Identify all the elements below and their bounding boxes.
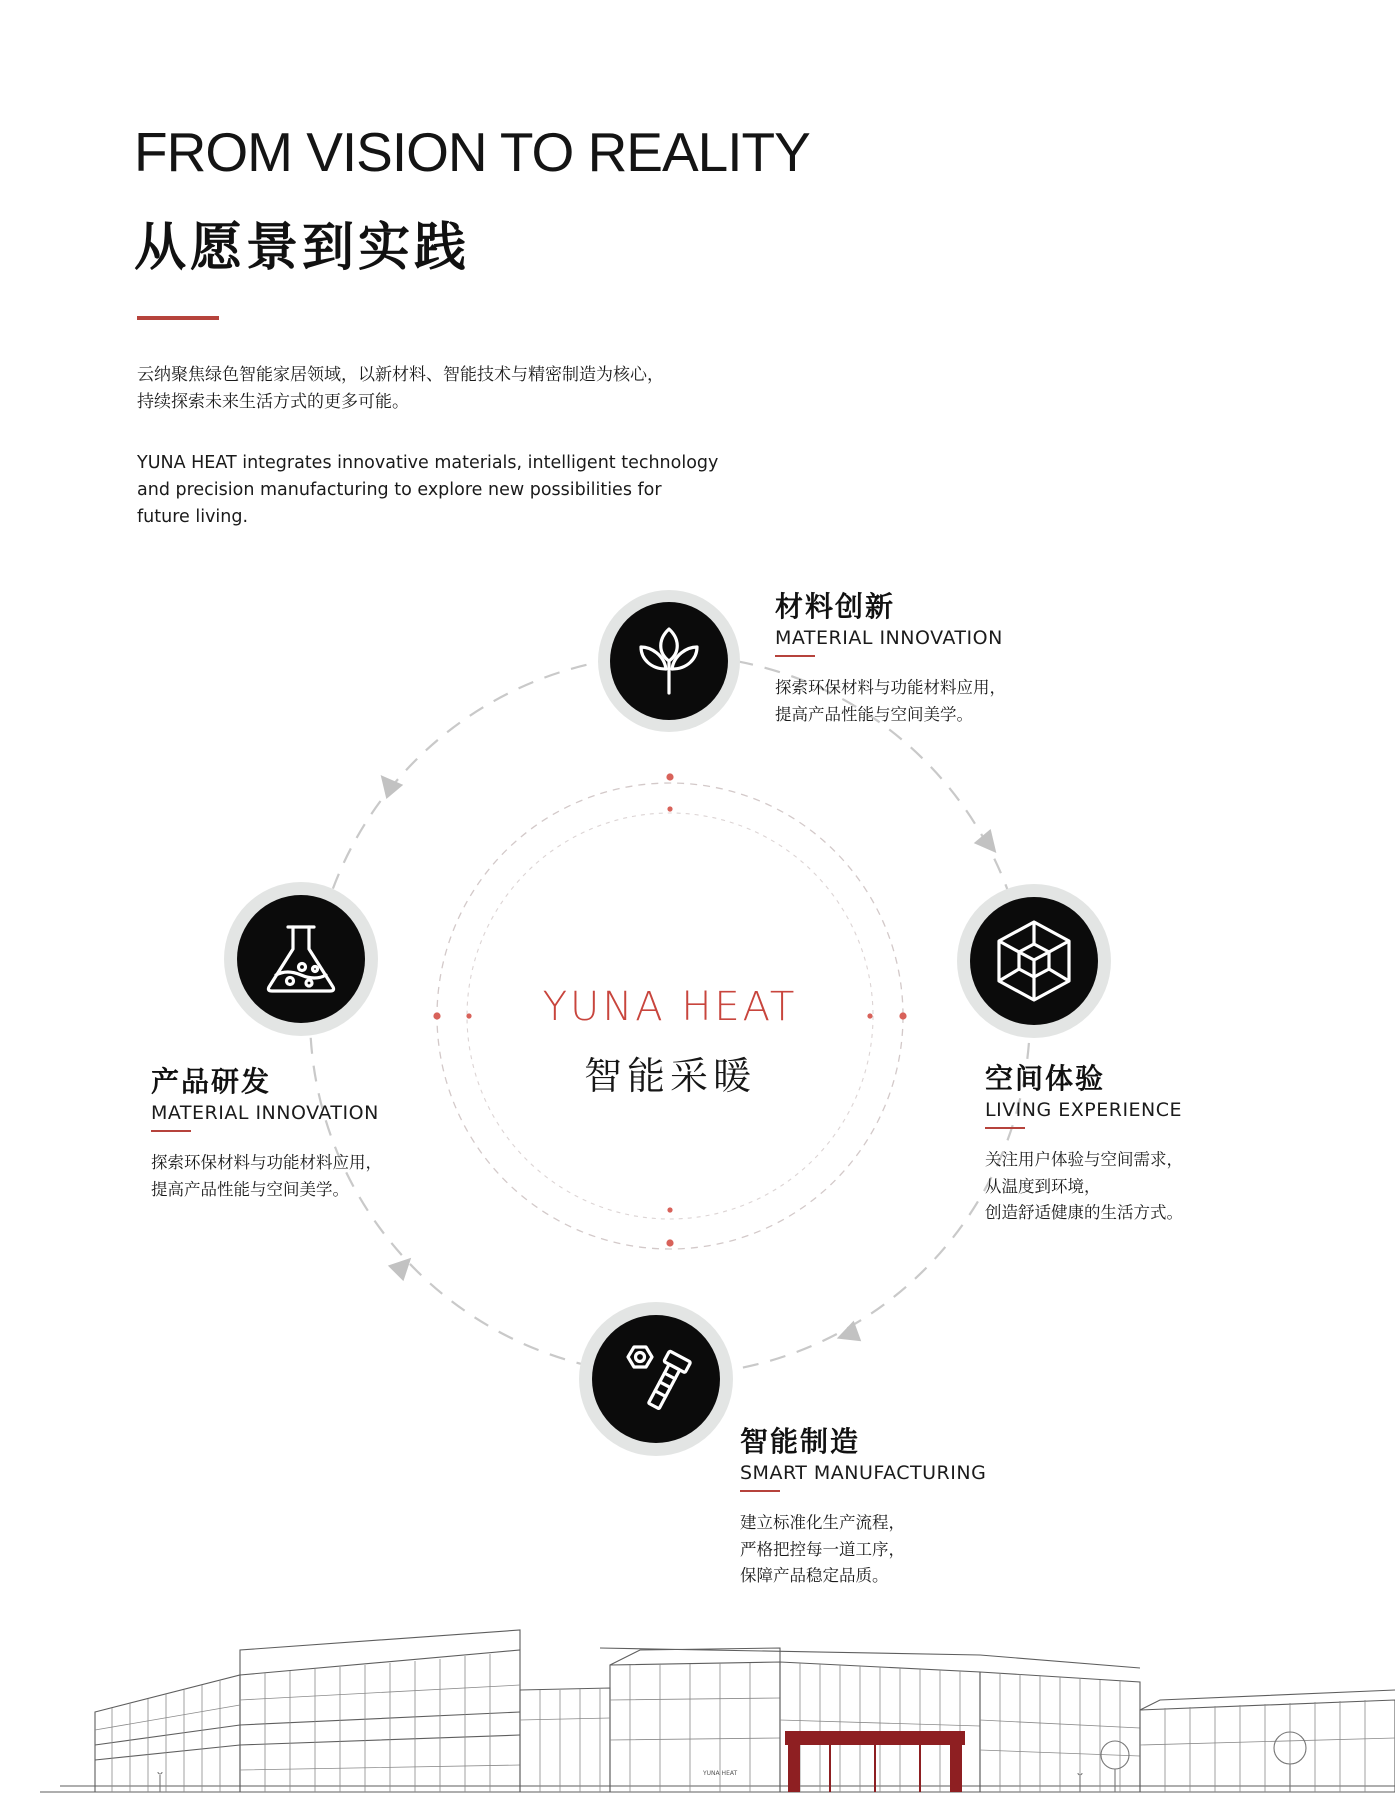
card-subtitle: SMART MANUFACTURING <box>740 1462 987 1484</box>
card-subtitle: LIVING EXPERIENCE <box>985 1099 1183 1121</box>
ring-dot <box>666 773 673 780</box>
node-rnd <box>224 882 378 1036</box>
cycle-arrow-icon <box>974 829 1005 860</box>
cube-icon <box>994 918 1074 1004</box>
card-title: 产品研发 <box>151 1065 272 1098</box>
title-accent-rule <box>137 316 219 320</box>
leaf-sprout-icon <box>637 625 701 697</box>
cycle-arrow-icon <box>833 1321 861 1349</box>
building-sign: YUNA HEAT <box>703 1770 738 1777</box>
card-title: 智能制造 <box>740 1425 861 1458</box>
intro-en <box>137 450 787 531</box>
ring-dot <box>867 1013 872 1018</box>
card-title: 材料创新 <box>775 590 896 623</box>
desc-line: 保障产品稳定品质。 <box>740 1566 889 1585</box>
desc-line: 探索环保材料与功能材料应用， <box>151 1153 382 1172</box>
page-title-en: FROM VISION TO REALITY <box>134 121 810 183</box>
brand-tagline-cn: 智能采暖 <box>583 1054 756 1098</box>
ring-dot <box>466 1013 471 1018</box>
page-title-cn: 从愿景到实践 <box>134 218 471 278</box>
desc-line: 严格把控每一道工序， <box>740 1539 905 1559</box>
desc-line: 关注用户体验与空间需求， <box>985 1150 1183 1169</box>
card-manufacturing <box>740 1420 986 1590</box>
card-description <box>151 1150 382 1203</box>
card-material <box>775 585 1006 728</box>
bolt-nut-icon <box>616 1339 696 1419</box>
intro-cn-line: 持续探索未来生活方式的更多可能。 <box>137 392 409 412</box>
flask-icon <box>263 923 339 995</box>
card-accent-rule <box>740 1490 780 1492</box>
node-disc <box>970 897 1098 1025</box>
card-description <box>985 1147 1183 1227</box>
desc-line: 从温度到环境， <box>985 1176 1101 1196</box>
cycle-arrow-icon <box>372 768 403 799</box>
card-subtitle: MATERIAL INNOVATION <box>151 1102 379 1124</box>
intro-cn-line: 云纳聚焦绿色智能家居领域，以新材料、智能技术与精密制造为核心， <box>137 365 664 385</box>
desc-line: 提高产品性能与空间美学。 <box>775 704 973 724</box>
desc-line: 建立标准化生产流程， <box>740 1513 905 1532</box>
intro-en-line: and precision manufacturing to explore new possibilities for <box>137 480 662 500</box>
node-material <box>598 590 740 732</box>
intro-en-line: YUNA HEAT integrates innovative materials, intelligent technology <box>137 453 719 473</box>
desc-line: 创造舒适健康的生活方式。 <box>985 1203 1183 1222</box>
ring-dot <box>899 1012 906 1019</box>
card-accent-rule <box>985 1127 1025 1129</box>
brand-logo-en: YUNA HEAT <box>542 984 798 1030</box>
card-rnd <box>151 1060 382 1203</box>
ring-dot <box>667 1207 672 1212</box>
desc-line: 提高产品性能与空间美学。 <box>151 1179 349 1199</box>
card-title: 空间体验 <box>985 1062 1106 1095</box>
entrance-canopy <box>785 1731 965 1792</box>
ring-dot <box>667 806 672 811</box>
card-accent-rule <box>151 1130 191 1132</box>
card-accent-rule <box>775 655 815 657</box>
desc-line: 探索环保材料与功能材料应用， <box>775 678 1006 697</box>
card-experience <box>985 1057 1183 1227</box>
ring-dot <box>666 1239 673 1246</box>
node-experience <box>957 884 1111 1038</box>
ring-dot <box>433 1012 440 1019</box>
node-disc <box>610 602 728 720</box>
node-disc <box>237 895 365 1023</box>
card-subtitle: MATERIAL INNOVATION <box>775 627 1003 649</box>
factory-building-illustration <box>0 1600 1395 1800</box>
intro-cn <box>137 362 777 416</box>
card-description <box>740 1510 986 1590</box>
node-disc <box>592 1315 720 1443</box>
node-manufacturing <box>579 1302 733 1456</box>
intro-en-line: future living. <box>137 507 249 527</box>
card-description <box>775 675 1006 728</box>
cycle-arrow-icon <box>388 1250 419 1281</box>
